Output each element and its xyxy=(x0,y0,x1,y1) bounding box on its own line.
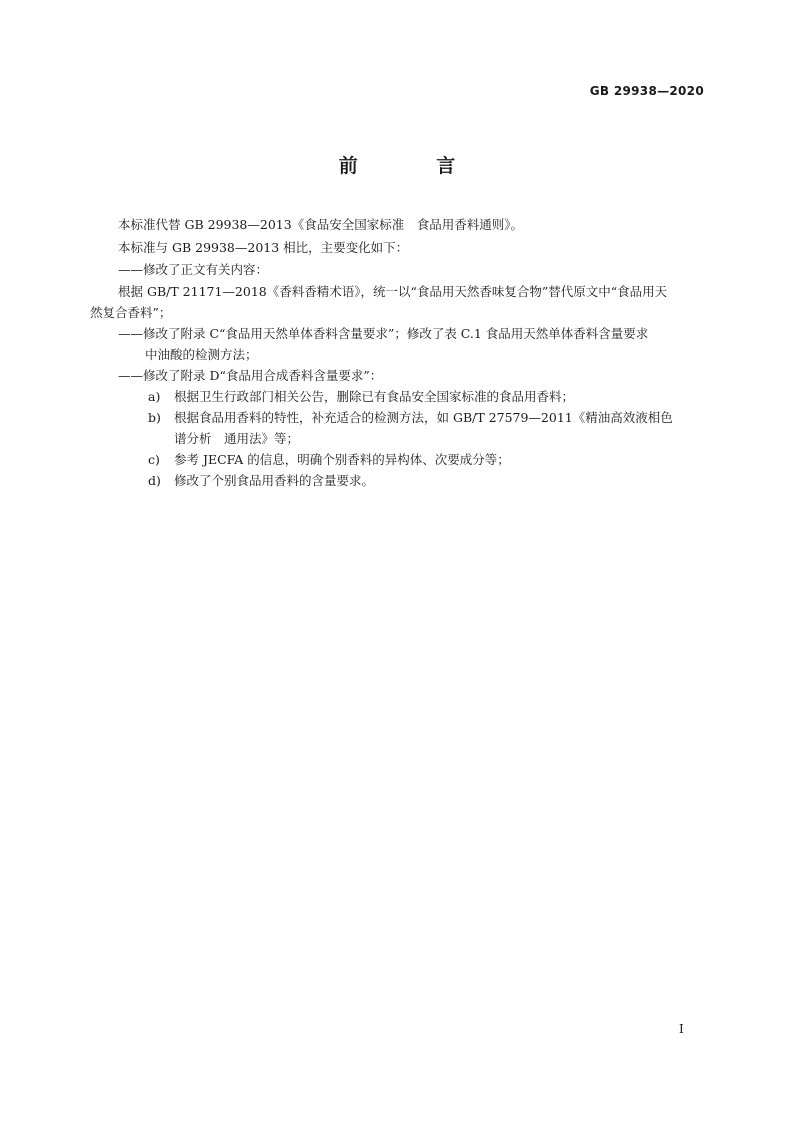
list-item-c-text: 参考 JECFA 的信息，明确个别香料的异构体、次要成分等； xyxy=(174,452,510,467)
change-item-2-line2: 中油酸的检测方法； xyxy=(145,347,258,362)
list-item-marker-d: d) xyxy=(148,473,161,488)
change-item-1: ——修改了正文有关内容： xyxy=(118,262,269,277)
change-item-3: ——修改了附录 D“食品用合成香料含量要求”： xyxy=(118,368,383,383)
list-item-d-text: 修改了个别食品用香料的含量要求。 xyxy=(174,473,375,488)
paragraph-terminology-line1: 根据 GB/T 21171—2018《香料香精术语》，统一以“食品用天然香味复合物”替代原文中“食品用天 xyxy=(118,284,668,299)
list-item-marker-b: b) xyxy=(148,410,161,425)
page-number: I xyxy=(679,1022,684,1036)
list-item-a-text: 根据卫生行政部门相关公告，删除已有食品安全国家标准的食品用香料； xyxy=(174,389,575,404)
paragraph-terminology-line2: 然复合香料”； xyxy=(90,305,172,320)
list-item-b-text-line1: 根据食品用香料的特性，补充适合的检测方法，如 GB/T 27579—2011《精油高效液相色 xyxy=(174,410,673,425)
paragraph-replaces: 本标准代替 GB 29938—2013《食品安全国家标准 食品用香料通则》。 xyxy=(118,217,523,232)
list-item-marker-a: a) xyxy=(148,389,161,404)
page-title: 前 言 xyxy=(338,155,492,177)
standard-code: GB 29938—2020 xyxy=(589,84,704,98)
list-item-marker-c: c) xyxy=(148,452,160,467)
paragraph-changes-intro: 本标准与 GB 29938—2013 相比，主要变化如下： xyxy=(118,240,409,255)
change-item-2-line1: ——修改了附录 C“食品用天然单体香料含量要求”；修改了表 C.1 食品用天然单体香料含量要求 xyxy=(118,326,649,341)
list-item-b-text-line2: 谱分析 通用法》等； xyxy=(174,431,300,446)
